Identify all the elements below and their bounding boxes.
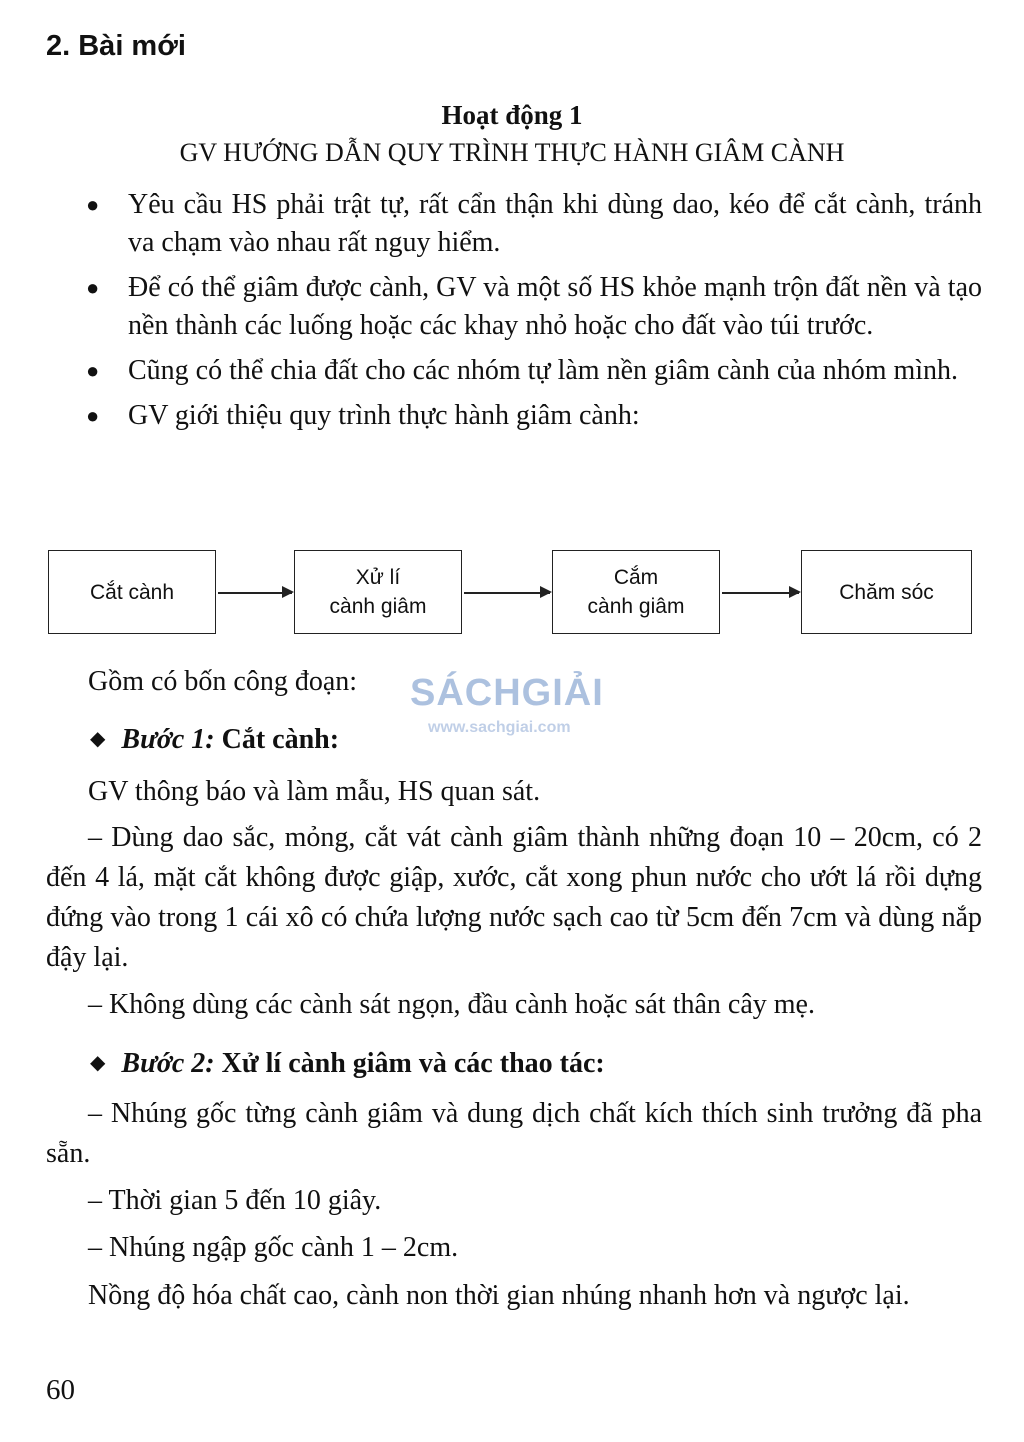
step2-paragraph: – Nhúng gốc từng cành giâm và dung dịch chất kích thích sinh trưởng đã pha sẵn. <box>46 1098 982 1169</box>
step1-paragraph: – Dùng dao sắc, mỏng, cắt vát cành giâm thành những đoạn 10 – 20cm, có 2 đến 4 lá, mặt cắt không được giập, xước, cắt xong phun nước cho ướt lá rồi dựng đứng vào trong 1 cái xô có chứa lượng nước sạch cao từ 5cm đến 7cm và dùng nắp đậy lại. <box>46 822 982 973</box>
bullet-icon: ● <box>86 275 100 300</box>
stages-intro: Gồm có bốn công đoạn: <box>88 666 358 697</box>
flow-box-treat: Xử lí cành giâm <box>294 550 462 634</box>
flow-box-cut: Cắt cành <box>48 550 216 634</box>
list-item: ● Cũng có thể chia đất cho các nhóm tự làm nền giâm cành của nhóm mình. <box>86 352 982 390</box>
process-flow-diagram <box>0 550 1024 640</box>
flow-box-plant: Cắm cành giâm <box>552 550 720 634</box>
arrow-right-icon <box>218 592 292 594</box>
bullet-icon: ● <box>86 403 100 428</box>
activity-title: Hoạt động 1 <box>441 100 583 130</box>
watermark-logo: SÁCHGIẢI www.sachgiai.com <box>410 672 604 736</box>
diamond-icon: ◆ <box>90 1052 106 1074</box>
arrow-right-icon <box>464 592 550 594</box>
activity-subtitle: GV HƯỚNG DẪN QUY TRÌNH THỰC HÀNH GIÂM CÀNH <box>179 138 845 167</box>
step2-paragraph: – Thời gian 5 đến 10 giây. <box>88 1185 382 1216</box>
section-title: 2. Bài mới <box>46 30 186 62</box>
step2-heading: ◆ Bước 2: Xử lí cành giâm và các thao tác: <box>90 1048 605 1079</box>
step1-paragraph: GV thông báo và làm mẫu, HS quan sát. <box>88 776 541 807</box>
list-item: ● Yêu cầu HS phải trật tự, rất cẩn thận khi dùng dao, kéo để cắt cành, tránh va chạm vào nhau rất nguy hiểm. <box>86 186 982 262</box>
arrow-right-icon <box>722 592 799 594</box>
page-number: 60 <box>46 1374 75 1406</box>
step1-heading: ◆ Bước 1: Cắt cành: <box>90 724 340 755</box>
diamond-icon: ◆ <box>90 728 106 750</box>
list-item: ● Để có thể giâm được cành, GV và một số HS khỏe mạnh trộn đất nền và tạo nền thành các luống hoặc các khay nhỏ hoặc cho đất vào túi trước. <box>86 269 982 345</box>
bullet-icon: ● <box>86 358 100 383</box>
step1-paragraph: – Không dùng các cành sát ngọn, đầu cành hoặc sát thân cây mẹ. <box>88 989 815 1020</box>
list-item: ● GV giới thiệu quy trình thực hành giâm cành: <box>86 397 982 435</box>
instruction-list <box>86 186 982 442</box>
bullet-icon: ● <box>86 192 100 217</box>
step2-paragraph: Nồng độ hóa chất cao, cành non thời gian nhúng nhanh hơn và ngược lại. <box>88 1280 910 1311</box>
step2-paragraph: – Nhúng ngập gốc cành 1 – 2cm. <box>88 1232 459 1263</box>
flow-box-care: Chăm sóc <box>801 550 972 634</box>
